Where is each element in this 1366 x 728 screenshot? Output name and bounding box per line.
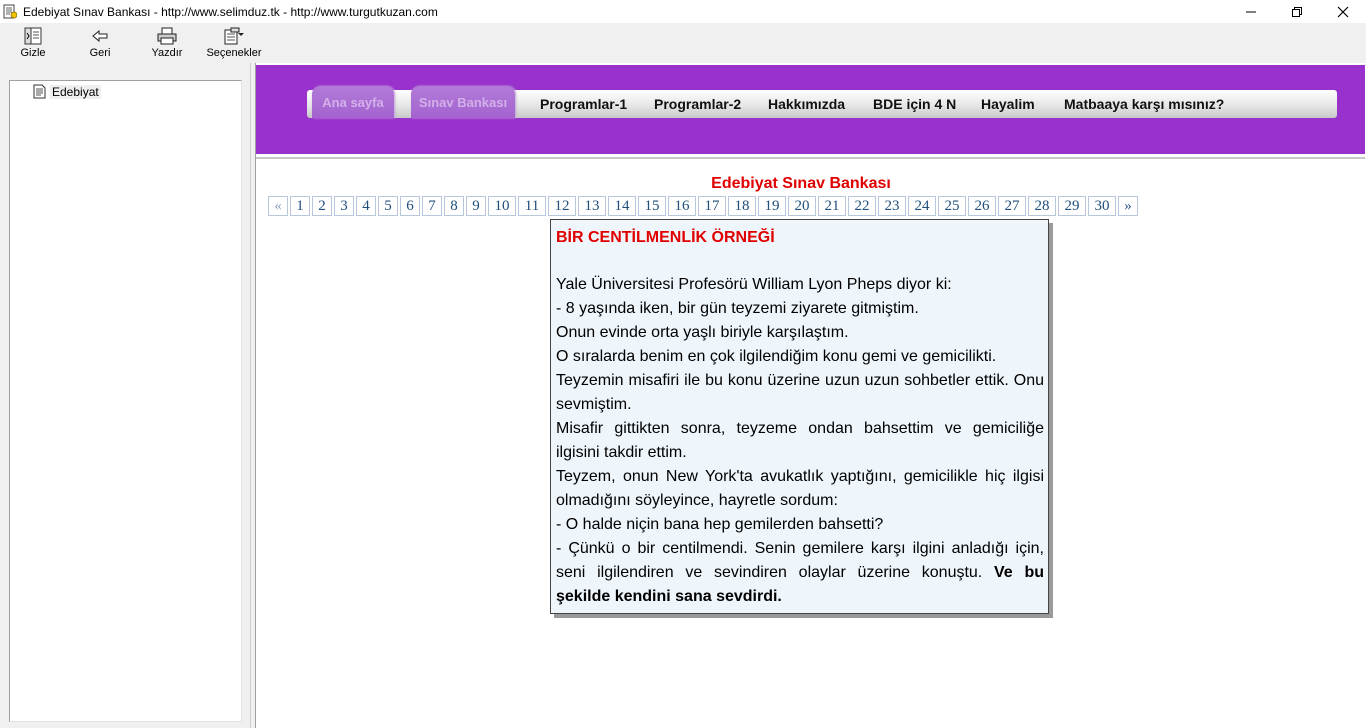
pager-page-18[interactable]: 18 xyxy=(728,196,756,216)
print-button-label: Yazdır xyxy=(151,47,183,59)
pager-page-29[interactable]: 29 xyxy=(1058,196,1086,216)
pager-page-26[interactable]: 26 xyxy=(968,196,996,216)
article-last-line: - Çünkü o bir centilmendi. Senin gemilere karşı ilgini anladığı için, seni ilgilendiren ve sevindiren olaylar üzerine konuştu. xyxy=(556,540,1044,581)
tree-item-label: Edebiyat xyxy=(52,84,99,99)
pager-page-14[interactable]: 14 xyxy=(608,196,636,216)
page-icon xyxy=(33,84,46,99)
printer-icon xyxy=(156,27,178,45)
pager-page-2[interactable]: 2 xyxy=(312,196,332,216)
back-button-label: Geri xyxy=(89,47,111,59)
help-app-icon xyxy=(3,4,17,19)
pager-page-7[interactable]: 7 xyxy=(422,196,442,216)
pager-page-8[interactable]: 8 xyxy=(444,196,464,216)
title-bar xyxy=(0,0,1366,23)
article-paragraph: Onun evinde orta yaşlı biriyle karşılaştım. xyxy=(556,324,849,341)
pager-page-6[interactable]: 6 xyxy=(400,196,420,216)
pager-page-27[interactable]: 27 xyxy=(998,196,1026,216)
options-icon xyxy=(223,27,245,45)
pager-prev-button[interactable]: « xyxy=(268,196,288,216)
pager-page-25[interactable]: 25 xyxy=(938,196,966,216)
article-card xyxy=(550,219,1049,614)
options-button[interactable] xyxy=(205,26,263,62)
minimize-button[interactable] xyxy=(1228,0,1274,23)
navigation-pane xyxy=(0,63,250,728)
pager-page-10[interactable]: 10 xyxy=(488,196,516,216)
nav-link-hakkimizda[interactable]: Hakkımızda xyxy=(768,96,846,112)
back-arrow-icon xyxy=(91,29,109,43)
pager-page-4[interactable]: 4 xyxy=(356,196,376,216)
nav-link-hayalim[interactable]: Hayalim xyxy=(981,96,1035,112)
article-paragraph: O sıralarda benim en çok ilgilendiğim konu gemi ve gemicilikti. xyxy=(556,348,997,365)
pager-page-16[interactable]: 16 xyxy=(668,196,696,216)
page-title: Edebiyat Sınav Bankası xyxy=(711,175,891,192)
minimize-icon xyxy=(1245,6,1257,18)
hide-button-label: Gizle xyxy=(20,47,46,59)
article-body xyxy=(556,273,1044,609)
close-button[interactable] xyxy=(1320,0,1366,23)
tree-item-edebiyat[interactable] xyxy=(33,84,101,99)
pager-page-3[interactable]: 3 xyxy=(334,196,354,216)
content-pane xyxy=(255,63,1366,728)
print-button[interactable] xyxy=(150,26,184,62)
article-paragraph: - 8 yaşında iken, bir gün teyzemi ziyarete gitmiştim. xyxy=(556,300,919,317)
article-paragraph-last xyxy=(556,537,1044,609)
window-title: Edebiyat Sınav Bankası - http://www.selimduz.tk - http://www.turgutkuzan.com xyxy=(23,5,438,19)
pager-page-30[interactable]: 30 xyxy=(1088,196,1116,216)
banner-divider xyxy=(256,157,1365,159)
pager-page-23[interactable]: 23 xyxy=(878,196,906,216)
article-paragraph: Yale Üniversitesi Profesörü William Lyon Pheps diyor ki: xyxy=(556,276,952,293)
toolbar xyxy=(0,23,1366,63)
article-title: BİR CENTİLMENLİK ÖRNEĞİ xyxy=(556,229,775,246)
nav-link-programlar-2[interactable]: Programlar-2 xyxy=(654,96,742,112)
site-nav-bar xyxy=(307,90,1337,118)
pager-page-1[interactable]: 1 xyxy=(290,196,310,216)
article-paragraph: Misafir gittikten sonra, teyzeme ondan bahsettim ve gemiciliğe ilgisini takdir ettim. xyxy=(556,420,1044,461)
pager-page-5[interactable]: 5 xyxy=(378,196,398,216)
nav-link-bde-icin-4n[interactable]: BDE için 4 N xyxy=(873,96,957,112)
article-last-line-bold: Ve bu şekilde kendini sana sevdirdi. xyxy=(556,564,1044,605)
pager-page-12[interactable]: 12 xyxy=(548,196,576,216)
restore-button[interactable] xyxy=(1274,0,1320,23)
tab-ana-sayfa[interactable]: Ana sayfa xyxy=(312,86,394,118)
pager-page-15[interactable]: 15 xyxy=(638,196,666,216)
pager-next-button[interactable]: » xyxy=(1118,196,1138,216)
pager-page-11[interactable]: 11 xyxy=(518,196,546,216)
article-paragraph: - O halde niçin bana hep gemilerden bahsetti? xyxy=(556,516,884,533)
tab-sinav-bankasi[interactable]: Sınav Bankası xyxy=(411,86,515,118)
article-paragraph: Teyzemin misafiri ile bu konu üzerine uzun uzun sohbetler ettik. Onu sevmiştim. xyxy=(556,372,1044,413)
pager-page-21[interactable]: 21 xyxy=(818,196,846,216)
pager-page-19[interactable]: 19 xyxy=(758,196,786,216)
hide-icon xyxy=(23,27,43,45)
pager-page-28[interactable]: 28 xyxy=(1028,196,1056,216)
article-paragraph: Teyzem, onun New York'ta avukatlık yaptığını, gemicilikle hiç ilgisi olmadığını söyleyince, hayretle sordum: xyxy=(556,468,1044,509)
pager-page-9[interactable]: 9 xyxy=(466,196,486,216)
site-banner xyxy=(256,65,1365,154)
back-button[interactable] xyxy=(85,26,115,62)
pager-page-24[interactable]: 24 xyxy=(908,196,936,216)
nav-link-programlar-1[interactable]: Programlar-1 xyxy=(540,96,628,112)
pager-page-20[interactable]: 20 xyxy=(788,196,816,216)
options-button-label: Seçenekler xyxy=(206,47,262,59)
close-icon xyxy=(1337,6,1349,18)
restore-icon xyxy=(1291,6,1303,18)
contents-tree xyxy=(9,80,242,722)
hide-button[interactable] xyxy=(18,26,48,62)
pager-page-13[interactable]: 13 xyxy=(578,196,606,216)
nav-link-matbaaya[interactable]: Matbaaya karşı mısınız? xyxy=(1064,96,1225,112)
pager-page-22[interactable]: 22 xyxy=(848,196,876,216)
pager-page-17[interactable]: 17 xyxy=(698,196,726,216)
